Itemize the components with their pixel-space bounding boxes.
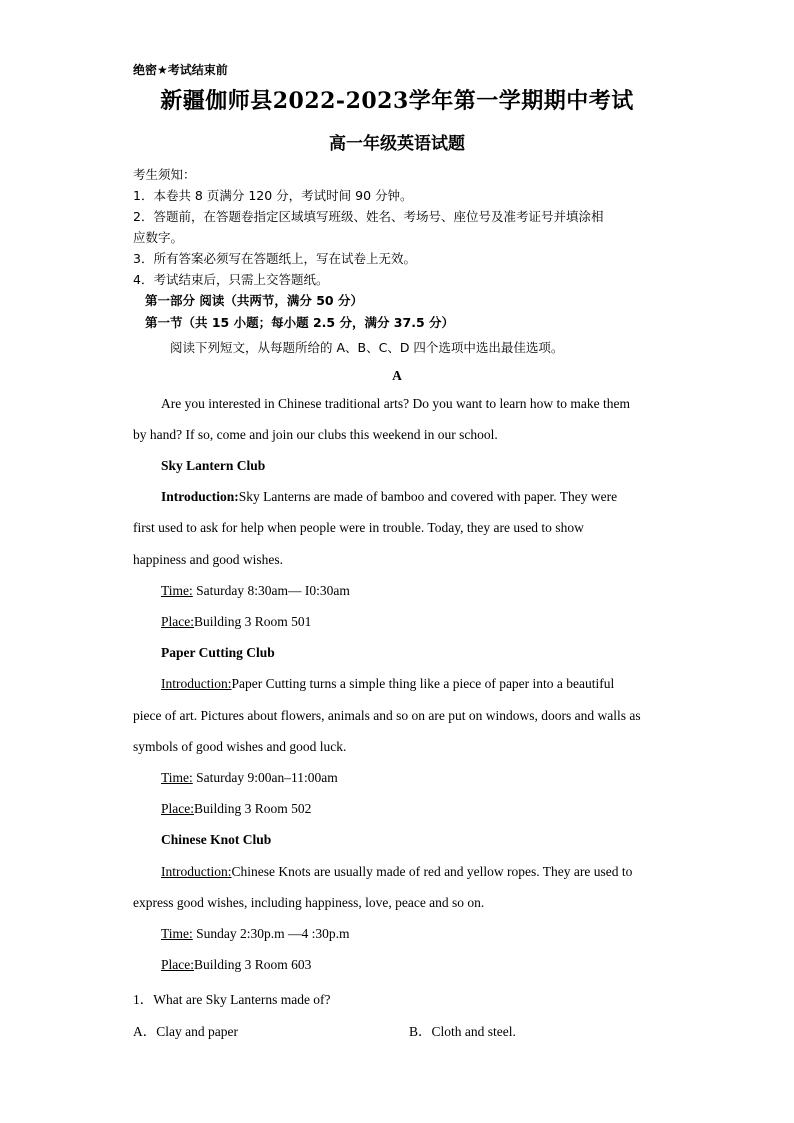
question-1-stem: 1．What are Sky Lanterns made of?: [133, 992, 331, 1007]
time-label: Time:: [161, 583, 193, 598]
club-place: [161, 614, 311, 630]
club-intro-line-2: piece of art. Pictures about flowers, animals and so on are put on windows, doors and walls as: [133, 708, 641, 723]
club-intro-line-3: symbols of good wishes and good luck.: [133, 739, 347, 754]
club-intro-line-3: happiness and good wishes.: [133, 552, 283, 567]
time-label: Time:: [161, 770, 193, 785]
club-name-chinese-knot: Chinese Knot Club: [161, 832, 272, 847]
notice-item-1: 1．本卷共 8 页满分 120 分，考试时间 90 分钟。: [133, 188, 413, 203]
club-name-sky-lantern: Sky Lantern Club: [161, 458, 266, 473]
time-value: Saturday 9:00an–11:00am: [192, 770, 338, 785]
exam-title: 新疆伽师县2022-2023学年第一学期期中考试: [160, 88, 634, 114]
club-intro-line-1: [161, 676, 614, 692]
intro-text: Chinese Knots are usually made of red and yellow ropes. They are used to: [231, 864, 633, 879]
club-intro-line-2: first used to ask for help when people were in trouble. Today, they are used to show: [133, 520, 584, 535]
intro-label: Introduction:: [161, 864, 232, 879]
club-intro-line-1: [161, 489, 617, 505]
reading-instruction: 阅读下列短文，从每题所给的 A、B、C、D 四个选项中选出最佳选项。: [170, 340, 564, 355]
place-label: Place:: [161, 957, 194, 972]
club-time: [161, 583, 350, 599]
notice-item-2-cont: 应数字。: [133, 230, 184, 245]
passage-intro-line-1: Are you interested in Chinese traditional arts? Do you want to learn how to make them: [161, 396, 630, 411]
part1-title: 第一部分 阅读（共两节，满分 50 分）: [145, 293, 363, 308]
passage-intro-line-2: by hand? If so, come and join our clubs this weekend in our school.: [133, 427, 498, 442]
notice-item-3: 3．所有答案必须写在答题纸上，写在试卷上无效。: [133, 251, 416, 266]
place-value: Building 3 Room 501: [194, 614, 312, 629]
section1-title: 第一节（共 15 小题；每小题 2.5 分，满分 37.5 分）: [145, 315, 454, 330]
intro-label: Introduction:: [161, 489, 239, 504]
club-place: [161, 957, 311, 973]
time-value: Sunday 2:30p.m —4 :30p.m: [192, 926, 350, 941]
place-value: Building 3 Room 603: [194, 957, 312, 972]
intro-text: Paper Cutting turns a simple thing like a piece of paper into a beautiful: [231, 676, 615, 691]
passage-letter: A: [392, 368, 402, 383]
club-intro-line-2: express good wishes, including happiness, love, peace and so on.: [133, 895, 485, 910]
confidential-mark: 绝密★考试结束前: [133, 63, 228, 77]
place-label: Place:: [161, 614, 194, 629]
intro-text: Sky Lanterns are made of bamboo and covered with paper. They were: [238, 489, 618, 504]
intro-label: Introduction:: [161, 676, 232, 691]
club-place: [161, 801, 311, 817]
club-intro-line-1: [161, 864, 632, 880]
time-value: Saturday 8:30am— I0:30am: [192, 583, 350, 598]
question-1-option-a: A．Clay and paper: [133, 1024, 238, 1039]
time-label: Time:: [161, 926, 193, 941]
club-time: [161, 926, 350, 942]
notice-item-4: 4．考试结束后，只需上交答题纸。: [133, 272, 329, 287]
notice-heading: 考生须知：: [133, 167, 196, 182]
notice-item-2: 2．答题前，在答题卷指定区域填写班级、姓名、考场号、座位号及准考证号并填涂相: [133, 209, 604, 224]
exam-subtitle: 高一年级英语试题: [329, 134, 465, 154]
question-1-option-b: B．Cloth and steel.: [409, 1024, 516, 1039]
club-time: [161, 770, 338, 786]
place-value: Building 3 Room 502: [194, 801, 312, 816]
place-label: Place:: [161, 801, 194, 816]
club-name-paper-cutting: Paper Cutting Club: [161, 645, 275, 660]
